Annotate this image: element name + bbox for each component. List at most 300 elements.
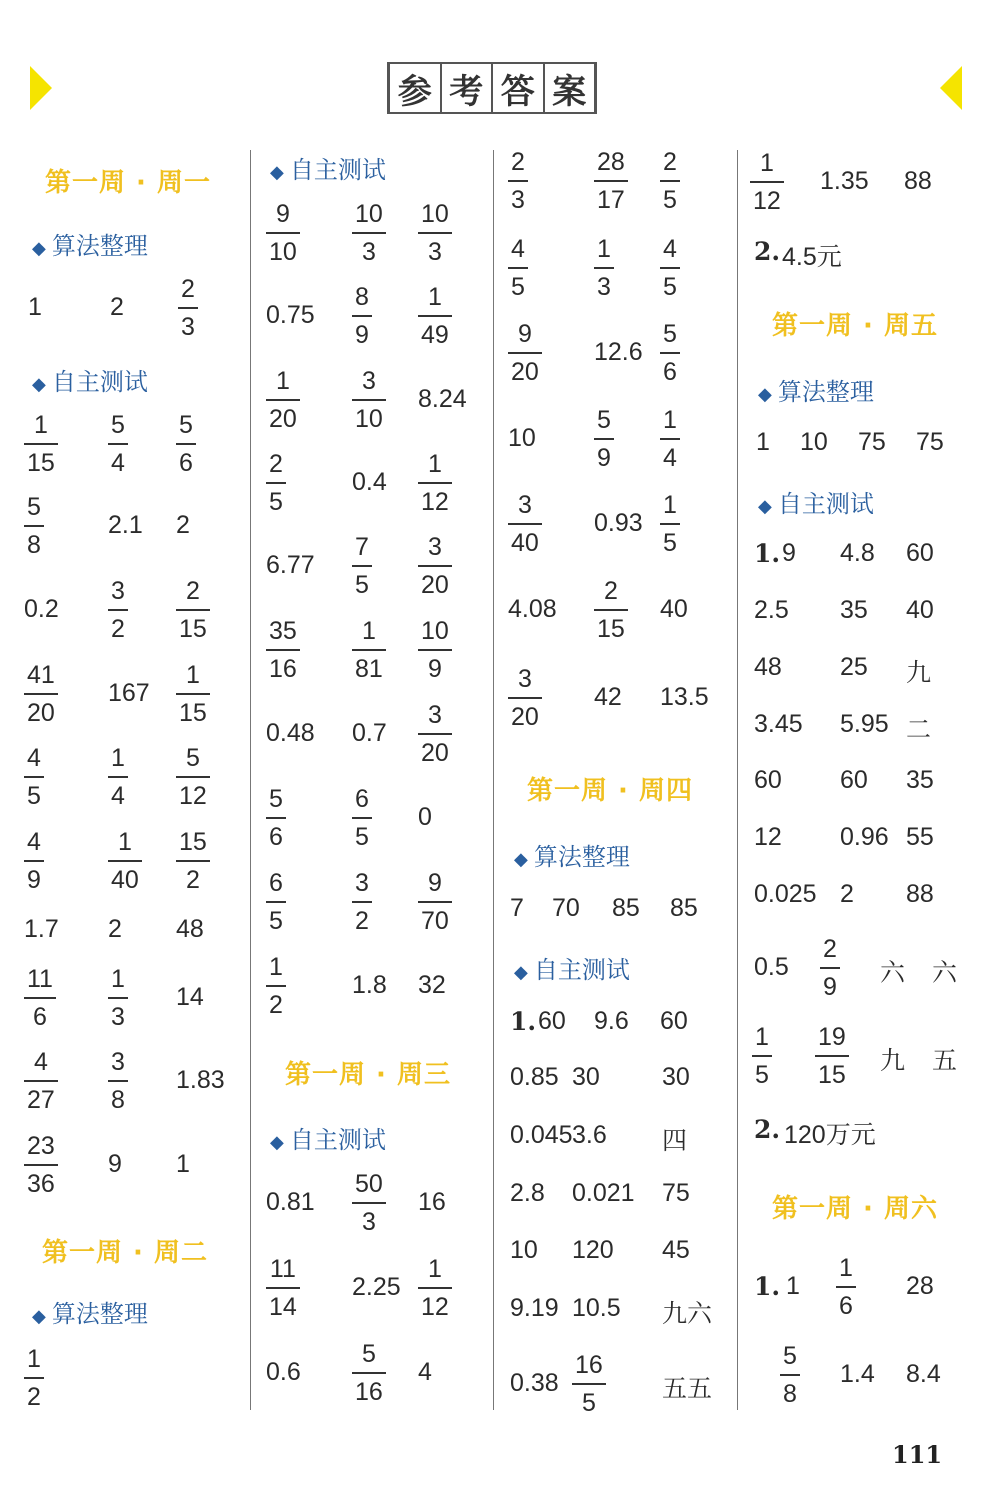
numerator: 11 [27, 965, 53, 993]
week-day-heading: 第一周 · 周六 [772, 1194, 938, 1224]
denominator: 9 [355, 321, 369, 349]
answer-value: 8.4 [906, 1360, 941, 1388]
denominator: 40 [111, 866, 139, 894]
answer-value: 40 [906, 596, 934, 624]
denominator: 20 [511, 703, 539, 731]
answer-value: 2.5 [754, 596, 789, 624]
denominator: 15 [179, 615, 207, 643]
fraction-bar [266, 649, 300, 651]
answer-value: 1.35 [820, 167, 869, 195]
fraction-answer [266, 366, 300, 434]
fraction-answer [108, 964, 128, 1032]
fraction-answer [660, 234, 680, 302]
numerator: 41 [27, 661, 55, 689]
answer-value: 45 [662, 1236, 690, 1264]
fraction-answer [836, 1253, 856, 1321]
answer-value: 12 [754, 823, 782, 851]
fraction-bar [176, 443, 196, 445]
answer-value: 35 [840, 596, 868, 624]
fraction-answer [266, 784, 286, 852]
fraction-answer [752, 1022, 772, 1090]
answer-value: 3.6 [572, 1121, 607, 1149]
fraction-answer [352, 366, 386, 434]
answer-value: 75 [662, 1179, 690, 1207]
fraction-bar [176, 693, 210, 695]
answer-value: 0.93 [594, 509, 643, 537]
denominator: 49 [421, 321, 449, 349]
section-label: 算法整理 [777, 378, 874, 406]
numerator: 2 [823, 935, 837, 963]
fraction-bar [508, 697, 542, 699]
section-label: 算法整理 [533, 843, 630, 871]
section-label: 自主测试 [51, 368, 148, 396]
numerator: 1 [117, 828, 132, 856]
fraction-bar [24, 1080, 58, 1082]
week-day-heading: 第一周 · 周一 [45, 168, 211, 198]
answer-value: 120万元 [784, 1121, 876, 1149]
answer-value: 8.24 [418, 385, 467, 413]
fraction-answer [418, 700, 452, 768]
numerator: 1 [111, 744, 125, 772]
fraction-answer [418, 449, 452, 517]
fraction-answer [24, 743, 44, 811]
answer-value: 0.7 [352, 719, 387, 747]
numerator: 6 [355, 785, 369, 813]
fraction-bar [508, 352, 542, 354]
column-divider [737, 150, 738, 1410]
fraction-bar [24, 443, 58, 445]
numerator: 1 [111, 965, 125, 993]
fraction-bar [752, 1055, 772, 1057]
fraction-answer [418, 868, 452, 936]
answer-value: 32 [418, 971, 446, 999]
answer-value: 4.8 [840, 539, 875, 567]
fraction-bar [108, 776, 128, 778]
denominator: 16 [355, 1378, 383, 1406]
fraction-bar [418, 315, 452, 317]
fraction-bar [266, 1287, 300, 1289]
answer-value: 五 [932, 1047, 958, 1075]
fraction-bar [418, 482, 452, 484]
numerator: 5 [269, 785, 283, 813]
fraction-answer [418, 532, 452, 600]
page-title [387, 62, 597, 114]
fraction-answer [108, 743, 128, 811]
answer-value: 42 [594, 683, 622, 711]
denominator: 20 [421, 739, 449, 767]
answer-value: 2.1 [108, 511, 143, 539]
numerator: 3 [361, 367, 376, 395]
numerator: 1 [427, 450, 442, 478]
answer-value: 70 [552, 894, 580, 922]
answer-value: 4.5元 [782, 243, 842, 271]
denominator: 20 [511, 358, 539, 386]
answer-value: 0.2 [24, 595, 59, 623]
fraction-answer [352, 199, 386, 267]
answer-value: 0.021 [572, 1179, 635, 1207]
fraction-answer [266, 616, 300, 684]
numerator: 1 [33, 411, 48, 439]
fraction-answer [24, 492, 44, 560]
denominator: 5 [581, 1389, 596, 1417]
fraction-answer [660, 490, 680, 558]
numerator: 4 [511, 235, 525, 263]
fraction-answer [108, 576, 128, 644]
denominator: 5 [663, 186, 677, 214]
fraction-bar [266, 985, 286, 987]
fraction-bar [508, 267, 528, 269]
fraction-bar [836, 1286, 856, 1288]
fraction-bar [24, 776, 44, 778]
answer-value: 9.19 [510, 1294, 559, 1322]
answer-value: 1.83 [176, 1066, 225, 1094]
answer-value: 0.48 [266, 719, 315, 747]
fraction-bar [24, 1377, 44, 1379]
answer-value: 5.95 [840, 710, 889, 738]
fraction-bar [780, 1374, 800, 1376]
fraction-answer [352, 868, 372, 936]
numerator: 5 [783, 1342, 797, 1370]
answer-value: 10 [800, 428, 828, 456]
section-label: 算法整理 [51, 232, 148, 260]
denominator: 2 [269, 991, 283, 1019]
answer-value: 二 [906, 716, 932, 744]
numerator: 2 [663, 148, 677, 176]
answer-value: 六 [880, 959, 906, 987]
answer-value: 9.6 [594, 1007, 629, 1035]
numerator: 4 [27, 828, 41, 856]
denominator: 20 [421, 571, 449, 599]
fraction-bar [594, 267, 614, 269]
week-day-heading: 第一周 · 周三 [285, 1060, 451, 1090]
diamond-icon: ◆ [514, 962, 528, 983]
fraction-answer [24, 964, 56, 1032]
fraction-bar [266, 232, 300, 234]
answer-value: 13.5 [660, 683, 709, 711]
denominator: 9 [597, 444, 611, 472]
numerator: 3 [111, 577, 125, 605]
fraction-answer [508, 664, 542, 732]
title-char: 参 [387, 62, 441, 114]
fraction-answer [352, 1339, 386, 1407]
answer-value: 75 [916, 428, 944, 456]
fraction-answer [24, 660, 58, 728]
fraction-bar [820, 967, 840, 969]
denominator: 2 [27, 1383, 41, 1411]
denominator: 17 [597, 186, 625, 214]
page-number: 111 [892, 1440, 943, 1469]
answer-value: 40 [660, 595, 688, 623]
fraction-bar [266, 482, 286, 484]
denominator: 3 [111, 1003, 125, 1031]
diamond-icon: ◆ [32, 238, 46, 259]
fraction-bar [594, 438, 614, 440]
fraction-bar [176, 609, 210, 611]
fraction-bar [572, 1383, 606, 1385]
numerator: 1 [839, 1254, 853, 1282]
numerator: 10 [355, 200, 383, 228]
fraction-answer [108, 1047, 128, 1115]
numerator: 1 [597, 235, 611, 263]
answer-value: 2 [840, 880, 854, 908]
denominator: 3 [181, 313, 195, 341]
fraction-bar [266, 901, 286, 903]
fraction-bar [352, 232, 386, 234]
answer-value: 60 [538, 1007, 566, 1035]
numerator: 3 [427, 701, 442, 729]
fraction-answer [660, 405, 680, 473]
fraction-answer [508, 234, 528, 302]
numerator: 5 [361, 1340, 376, 1368]
fraction-answer [352, 616, 386, 684]
answer-value: 28 [906, 1272, 934, 1300]
fraction-answer [418, 282, 452, 350]
denominator: 10 [269, 238, 297, 266]
fraction-bar [24, 525, 44, 527]
denominator: 10 [355, 405, 383, 433]
denominator: 4 [663, 444, 677, 472]
denominator: 70 [421, 907, 449, 935]
denominator: 3 [361, 238, 376, 266]
section-heading [32, 362, 148, 397]
fraction-bar [108, 860, 142, 862]
fraction-bar [418, 733, 452, 735]
numerator: 1 [663, 491, 677, 519]
denominator: 6 [269, 823, 283, 851]
answer-value: 60 [840, 766, 868, 794]
answer-value: 1.7 [24, 915, 59, 943]
numerator: 3 [111, 1048, 125, 1076]
denominator: 2 [355, 907, 369, 935]
fraction-bar [108, 997, 128, 999]
question-number: 1. [510, 1007, 537, 1036]
title-char: 考 [441, 62, 493, 114]
numerator: 4 [663, 235, 677, 263]
denominator: 3 [511, 186, 525, 214]
fraction-bar [418, 232, 452, 234]
numerator: 6 [269, 869, 283, 897]
fraction-answer [352, 282, 372, 350]
section-heading [32, 226, 148, 261]
numerator: 10 [421, 200, 449, 228]
fraction-answer [176, 576, 210, 644]
denominator: 15 [179, 699, 207, 727]
answer-value: 120 [572, 1236, 614, 1264]
numerator: 5 [111, 411, 125, 439]
numerator: 7 [355, 533, 369, 561]
fraction-bar [352, 399, 386, 401]
denominator: 14 [269, 1293, 297, 1321]
numerator: 9 [427, 869, 442, 897]
numerator: 15 [179, 828, 207, 856]
column-divider [250, 150, 251, 1410]
numerator: 3 [427, 533, 442, 561]
answer-value: 35 [906, 766, 934, 794]
fraction-bar [266, 399, 300, 401]
fraction-bar [352, 315, 372, 317]
answer-value: 6.77 [266, 551, 315, 579]
question-number: 1. [754, 539, 781, 568]
answer-value: 1 [756, 428, 770, 456]
answer-value: 2.25 [352, 1273, 401, 1301]
answer-value: 4.08 [508, 595, 557, 623]
answer-value: 1 [786, 1272, 800, 1300]
section-heading [758, 372, 874, 407]
fraction-answer [508, 490, 542, 558]
answer-value: 0.81 [266, 1188, 315, 1216]
answer-value: 3.45 [754, 710, 803, 738]
fraction-answer [266, 199, 300, 267]
fraction-bar [508, 523, 542, 525]
denominator: 4 [111, 449, 125, 477]
fraction-bar [352, 1202, 386, 1204]
section-heading [514, 837, 630, 872]
denominator: 12 [753, 187, 781, 215]
fraction-bar [176, 860, 210, 862]
fraction-answer [266, 868, 286, 936]
numerator: 16 [575, 1351, 603, 1379]
answer-value: 85 [612, 894, 640, 922]
denominator: 6 [839, 1292, 853, 1320]
denominator: 15 [27, 449, 55, 477]
fraction-bar [176, 776, 210, 778]
numerator: 8 [355, 283, 369, 311]
fraction-bar [660, 267, 680, 269]
denominator: 5 [355, 571, 369, 599]
question-number: 2. [754, 237, 781, 266]
title-char: 案 [544, 62, 598, 114]
fraction-bar [815, 1055, 849, 1057]
fraction-bar [418, 565, 452, 567]
fraction-answer [352, 784, 372, 852]
answer-value: 10.5 [572, 1294, 621, 1322]
answer-value: 1 [176, 1150, 190, 1178]
diamond-icon: ◆ [758, 496, 772, 517]
fraction-answer [352, 532, 372, 600]
fraction-answer [266, 952, 286, 1020]
numerator: 50 [355, 1170, 383, 1198]
answer-value: 85 [670, 894, 698, 922]
fraction-answer [176, 827, 210, 895]
denominator: 5 [663, 529, 677, 557]
fraction-bar [594, 180, 628, 182]
answer-value: 9 [108, 1150, 122, 1178]
numerator: 2 [603, 577, 618, 605]
denominator: 3 [361, 1208, 376, 1236]
answer-value: 2 [110, 293, 124, 321]
fraction-answer [594, 576, 628, 644]
answer-value: 九 [880, 1047, 906, 1075]
fraction-bar [352, 901, 372, 903]
answer-value: 0.045 [510, 1121, 573, 1149]
fraction-answer [820, 934, 840, 1002]
denominator: 20 [269, 405, 297, 433]
answer-value: 1 [28, 293, 42, 321]
numerator: 4 [33, 1048, 48, 1076]
fraction-bar [108, 443, 128, 445]
fraction-answer [508, 319, 542, 387]
numerator: 1 [663, 406, 677, 434]
fraction-bar [24, 860, 44, 862]
answer-value: 167 [108, 679, 150, 707]
denominator: 6 [33, 1003, 47, 1031]
week-day-heading: 第一周 · 周四 [527, 776, 693, 806]
denominator: 12 [421, 1293, 449, 1321]
column-divider [493, 150, 494, 1410]
fraction-answer [815, 1022, 849, 1090]
question-number: 1. [754, 1272, 781, 1301]
diamond-icon: ◆ [758, 384, 772, 405]
diamond-icon: ◆ [514, 849, 528, 870]
answer-value: 48 [754, 653, 782, 681]
answer-value: 9 [782, 539, 796, 567]
fraction-bar [418, 1287, 452, 1289]
numerator: 1 [427, 1255, 442, 1283]
denominator: 20 [27, 699, 55, 727]
fraction-bar [108, 1080, 128, 1082]
answer-value: 0.4 [352, 468, 387, 496]
denominator: 3 [427, 238, 442, 266]
denominator: 15 [597, 615, 625, 643]
denominator: 9 [823, 973, 837, 1001]
denominator: 36 [27, 1170, 55, 1198]
denominator: 5 [27, 782, 41, 810]
denominator: 5 [755, 1061, 769, 1089]
numerator: 3 [517, 491, 532, 519]
diamond-icon: ◆ [32, 1306, 46, 1327]
fraction-answer [594, 147, 628, 215]
answer-value: 2.8 [510, 1179, 545, 1207]
denominator: 27 [27, 1086, 55, 1114]
numerator: 2 [269, 450, 283, 478]
denominator: 4 [111, 782, 125, 810]
numerator: 5 [663, 320, 677, 348]
numerator: 2 [511, 148, 525, 176]
section-heading [270, 1120, 386, 1155]
fraction-answer [750, 148, 784, 216]
numerator: 2 [185, 577, 200, 605]
numerator: 4 [27, 744, 41, 772]
numerator: 1 [755, 1023, 769, 1051]
numerator: 3 [517, 665, 532, 693]
numerator: 1 [427, 283, 442, 311]
numerator: 5 [597, 406, 611, 434]
denominator: 8 [111, 1086, 125, 1114]
denominator: 5 [511, 273, 525, 301]
section-heading [514, 950, 630, 985]
numerator: 1 [27, 1345, 41, 1373]
denominator: 6 [663, 358, 677, 386]
fraction-answer [176, 743, 210, 811]
section-heading [32, 1294, 148, 1329]
week-day-heading: 第一周 · 周二 [42, 1238, 208, 1268]
answer-value: 九 [906, 659, 932, 687]
numerator: 1 [759, 149, 774, 177]
numerator: 2 [181, 275, 195, 303]
numerator: 9 [517, 320, 532, 348]
fraction-answer [660, 147, 680, 215]
numerator: 9 [275, 200, 290, 228]
answer-value: 10 [508, 424, 536, 452]
numerator: 3 [355, 869, 369, 897]
fraction-bar [418, 901, 452, 903]
fraction-answer [108, 827, 142, 895]
denominator: 3 [597, 273, 611, 301]
fraction-bar [352, 1372, 386, 1374]
fraction-bar [508, 180, 528, 182]
answer-value: 五五 [662, 1375, 713, 1403]
numerator: 5 [179, 411, 193, 439]
